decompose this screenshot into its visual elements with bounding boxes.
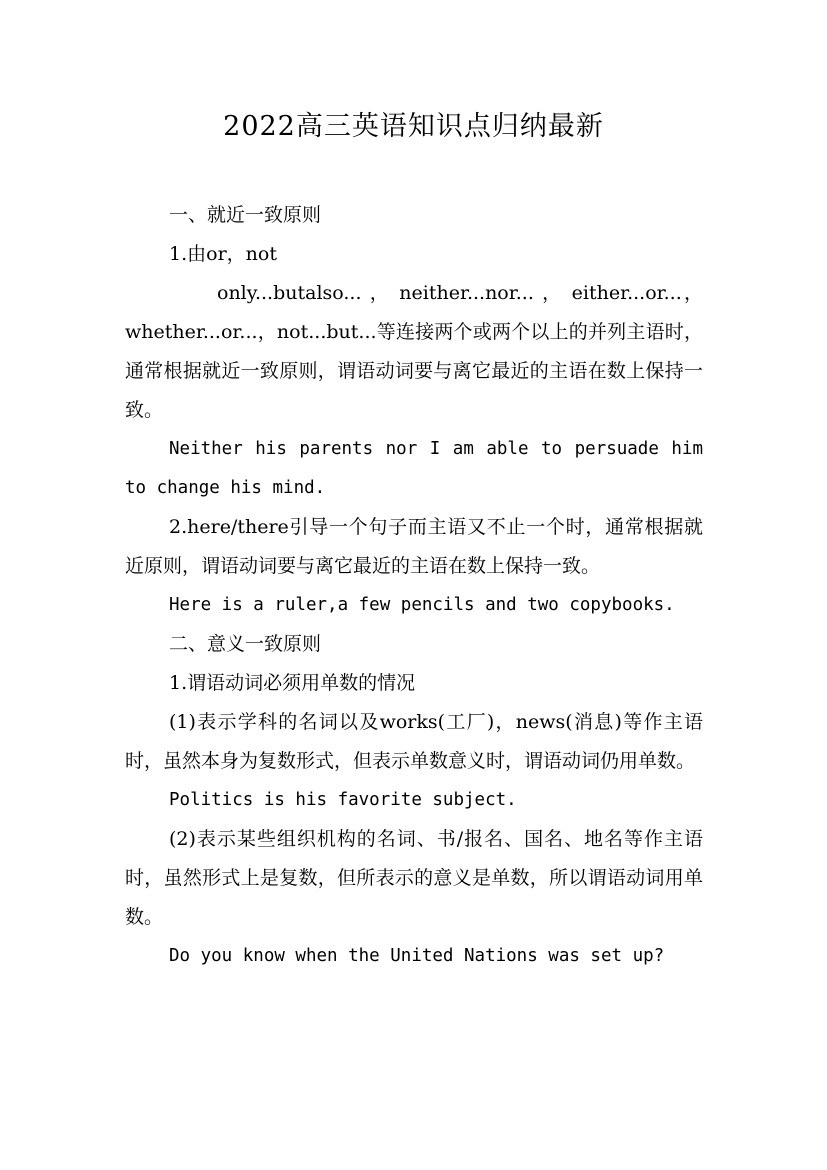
example-sentence: Politics is his favorite subject. — [169, 790, 517, 810]
paragraph: 2.here/there引导一个句子而主语又不止一个时，通常根据就近原则，谓语动词要与离它最近的主语在数上保持一致。 — [125, 516, 703, 577]
example-sentence: Here is a ruler,a few pencils and two copybooks. — [169, 595, 675, 615]
paragraph: only...butalso... ， neither...nor... ， either...or...，whether...or...，not...but...等连接两个或两个以上的并列主语时，通常根据就近一致原则，谓语动词要与离它最近的主语在数上保持一致。 — [125, 282, 703, 421]
document-body — [125, 196, 703, 976]
section-heading: 一、就近一致原则 — [169, 204, 322, 226]
paragraph: (2)表示某些组织机构的名词、书/报名、国名、地名等作主语时，虽然形式上是复数，但所表示的意义是单数，所以谓语动词用单数。 — [125, 828, 703, 928]
section-heading: 二、意义一致原则 — [169, 633, 322, 655]
example-sentence: Do you know when the United Nations was set up? — [169, 946, 665, 966]
example-sentence: Neither his parents nor I am able to persuade him to change his mind. — [125, 439, 703, 498]
page-title: 2022高三英语知识点归纳最新 — [223, 111, 604, 142]
rule-item: 1.由or，not — [169, 243, 277, 265]
rule-item: 1.谓语动词必须用单数的情况 — [169, 672, 416, 694]
paragraph: (1)表示学科的名词以及works(工厂)，news(消息)等作主语时，虽然本身为复数形式，但表示单数意义时，谓语动词仍用单数。 — [125, 711, 703, 772]
